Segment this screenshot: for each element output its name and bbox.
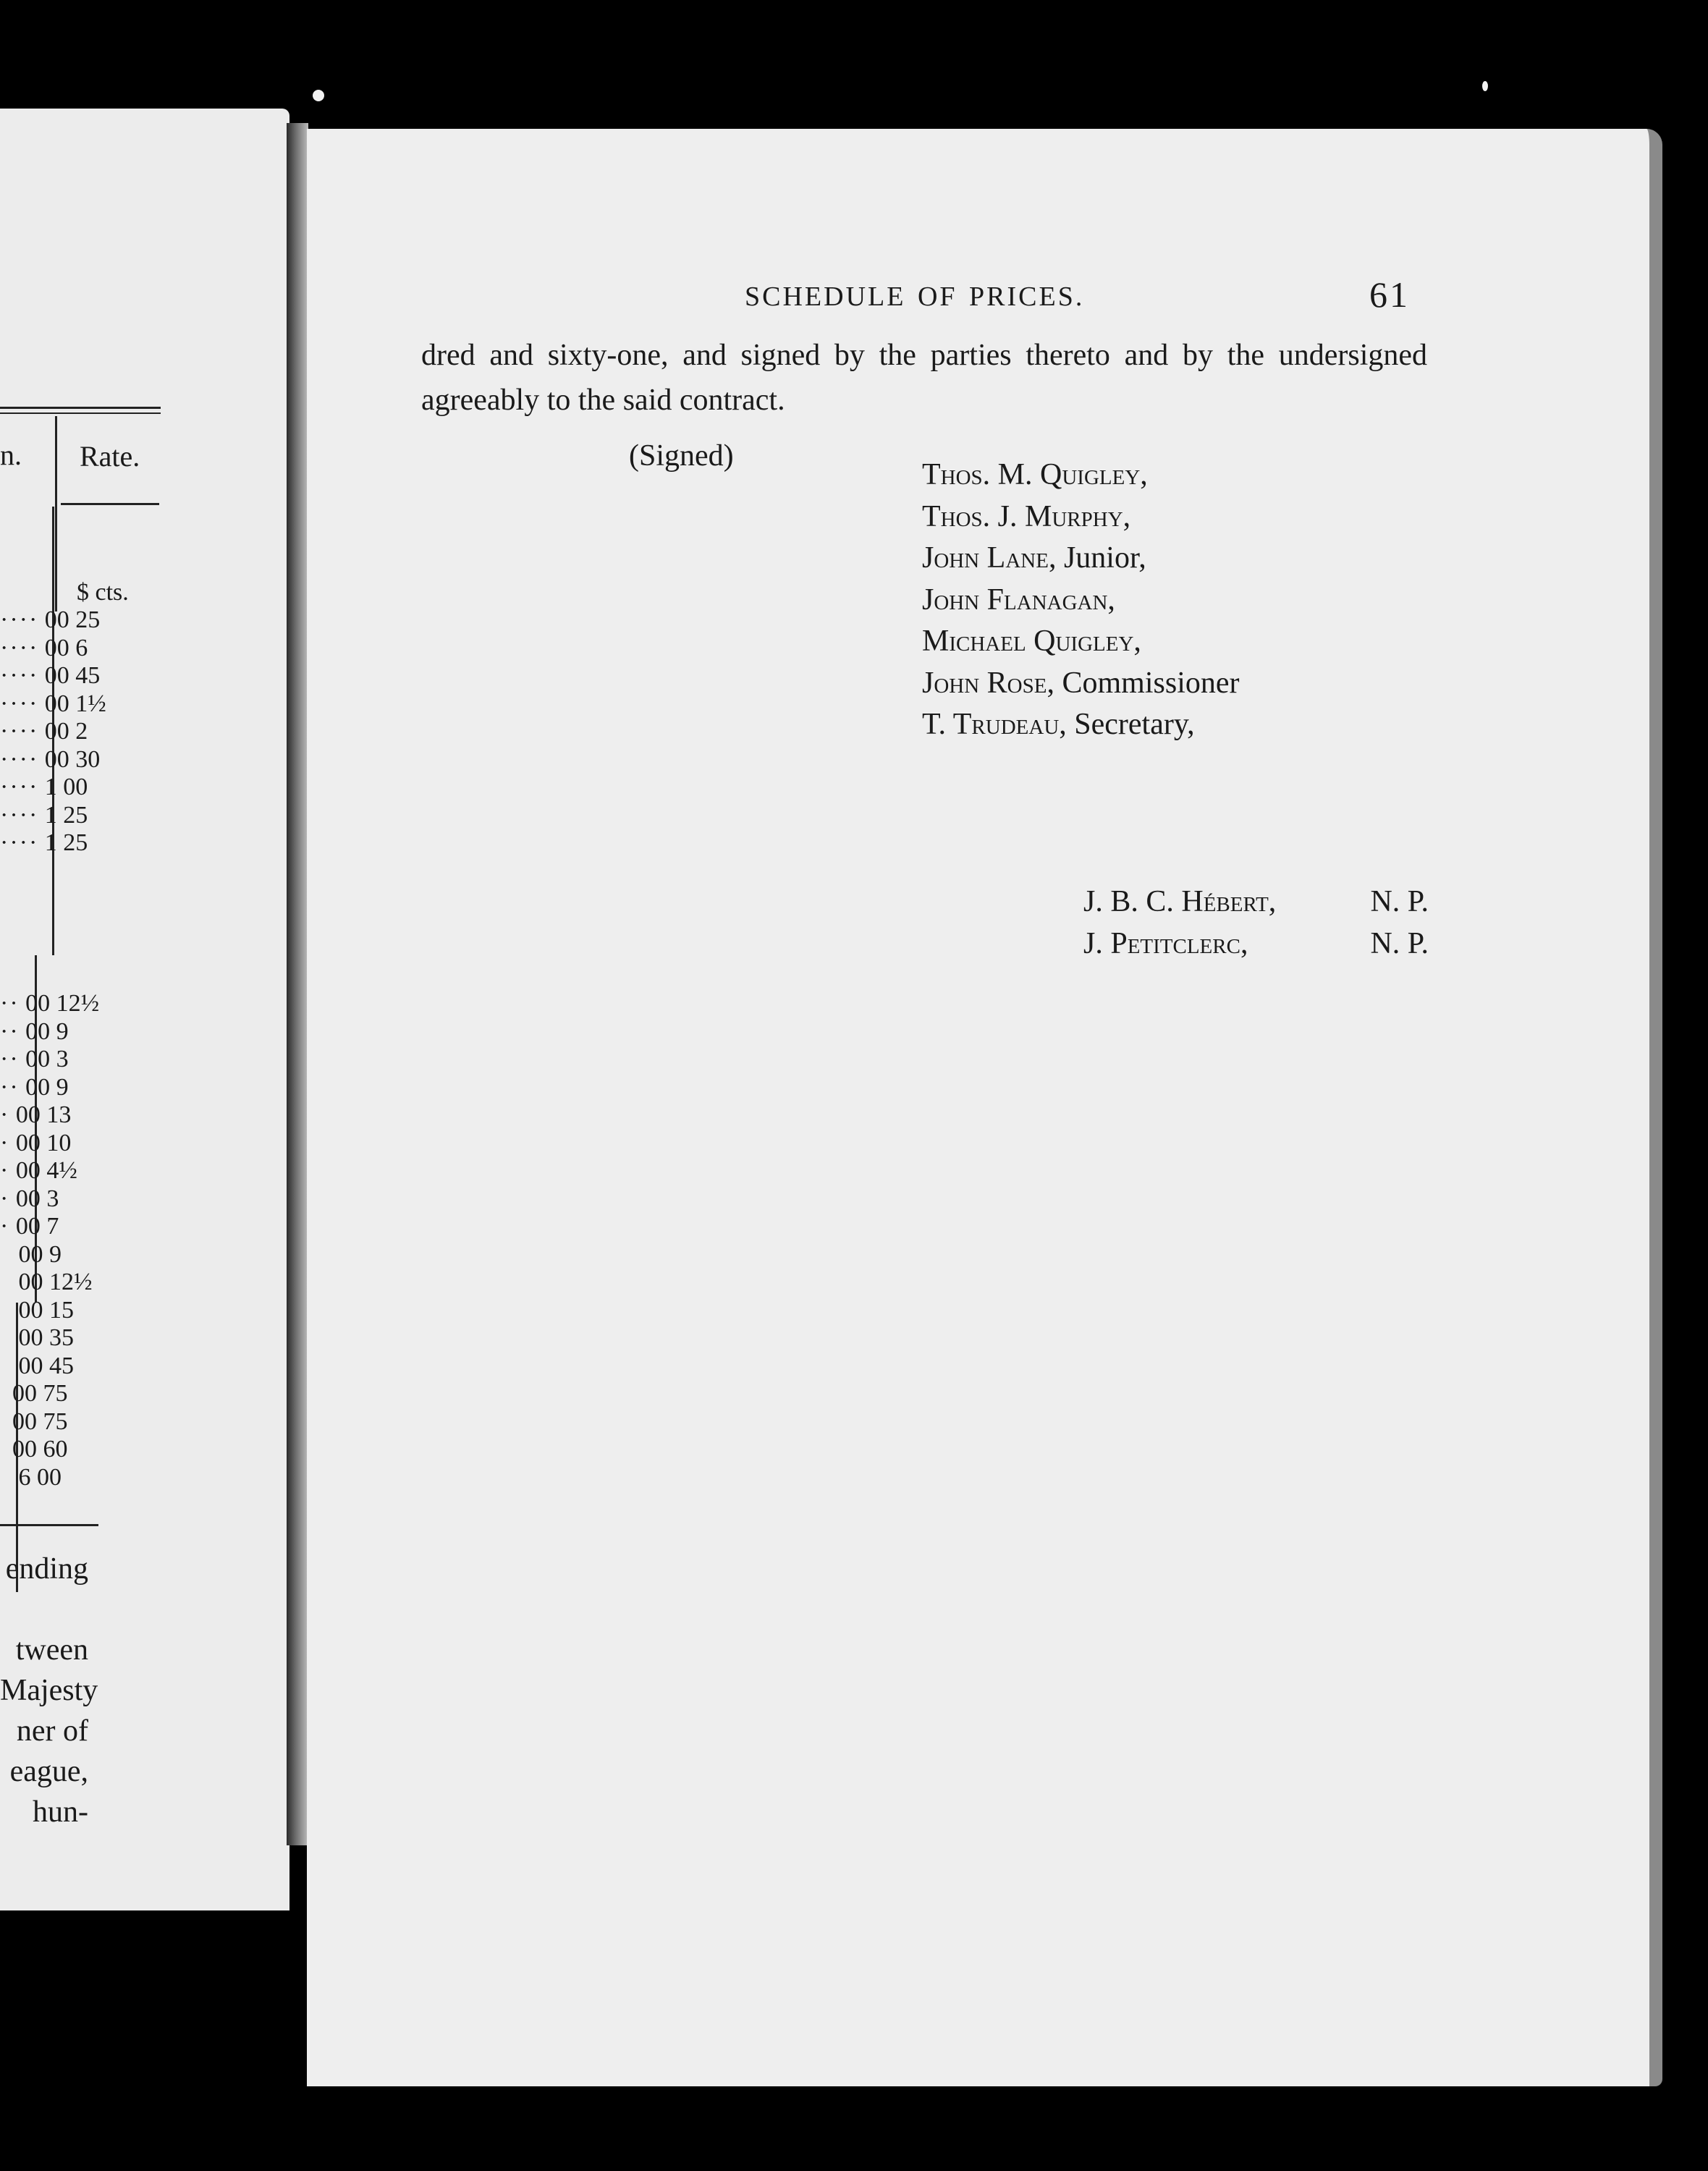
signatory (922, 621, 1240, 663)
notary-suffix: N. P. (1370, 885, 1429, 918)
text-fragment: ending (5, 1552, 88, 1586)
left-page-text-fragments (0, 1549, 98, 1832)
signatory-suffix: , (1140, 458, 1148, 491)
signatory-suffix: , Junior, (1048, 541, 1146, 575)
signatory-suffix: , Commissioner (1047, 666, 1240, 700)
signatory-name: John Lane (922, 541, 1049, 575)
rate-entry: ···· 00 25 (0, 606, 101, 633)
rate-entry: ···· 00 2 (0, 718, 88, 745)
notary-name: J. B. C. Hébert, (1083, 885, 1277, 918)
column-divider (55, 416, 57, 611)
signatory (922, 454, 1240, 496)
signatory (922, 580, 1240, 622)
rate-entry: 00 75 (12, 1380, 68, 1407)
notary (1083, 881, 1429, 923)
rate-entry: 00 75 (12, 1408, 68, 1435)
rate-entry: · 00 3 (0, 1185, 59, 1212)
signatory (922, 496, 1240, 538)
notaries-list (1083, 881, 1429, 965)
notary-suffix: N. P. (1370, 926, 1429, 960)
signatory-suffix: , (1107, 583, 1115, 617)
signatory (922, 538, 1240, 580)
signatories-list (922, 454, 1240, 746)
rate-entry: · 00 13 (0, 1101, 72, 1128)
page-number: 61 (1369, 274, 1410, 315)
rate-entry: 00 12½ (18, 1269, 93, 1295)
signatory-suffix: , (1123, 499, 1131, 533)
rate-entry: · 00 7 (0, 1213, 59, 1240)
body-text: dred and sixty-one, and signed by the parties thereto and by the undersigned agreeably to the said contract. (421, 339, 1427, 417)
header-rule (0, 407, 161, 409)
header-rule (0, 412, 161, 414)
scan-speck (1482, 81, 1488, 91)
signatory-name: John Rose (922, 666, 1047, 700)
rate-entry: 00 45 (18, 1352, 74, 1379)
column-header-fragment: n. (0, 439, 22, 471)
signatory-name: Thos. J. Murphy (922, 499, 1123, 533)
right-page (307, 129, 1662, 2086)
signatory-name: Michael Quigley (922, 625, 1134, 658)
notary-name: J. Petitclerc, (1083, 926, 1248, 960)
signatory-suffix: , Secretary, (1059, 708, 1195, 741)
text-fragment: tween (15, 1633, 88, 1667)
rate-entry: 00 60 (12, 1436, 68, 1463)
rate-entry: · 00 10 (0, 1129, 72, 1156)
running-title: SCHEDULE OF PRICES. (745, 282, 1085, 312)
rate-entry: ···· 00 6 (0, 634, 88, 661)
rate-entry: 00 9 (18, 1240, 62, 1268)
signatory-name: John Flanagan (922, 583, 1108, 617)
rate-entry: ···· 00 45 (0, 662, 101, 689)
rate-entry: ·· 00 9 (0, 1073, 69, 1101)
rate-entry: 00 35 (18, 1324, 74, 1351)
rate-column-header: Rate. (80, 440, 140, 473)
scan-speck (313, 90, 324, 101)
signatory (922, 704, 1240, 746)
text-fragment (0, 1589, 88, 1630)
book-gutter (287, 123, 308, 1845)
text-fragment: eague, (9, 1755, 88, 1788)
rate-entry: ·· 00 3 (0, 1046, 69, 1072)
rate-entry: ···· 00 30 (0, 745, 101, 773)
rate-entry: ···· 1 00 (0, 774, 88, 800)
rate-entry: 6 00 (18, 1463, 62, 1491)
signatory (922, 663, 1240, 705)
rate-entry: ·· 00 9 (0, 1017, 69, 1045)
text-fragment: ner of (16, 1714, 88, 1748)
signed-label: (Signed) (629, 439, 734, 473)
rate-entry: ···· 00 1½ (0, 690, 106, 717)
header-underline (61, 503, 159, 505)
rates-list-group-2 (0, 990, 99, 1491)
text-fragment: hun- (33, 1795, 88, 1829)
left-page (0, 109, 289, 1910)
signatory-name: T. Trudeau (922, 708, 1060, 741)
rate-entry: ·· 00 12½ (0, 990, 100, 1017)
signatory-suffix: , (1133, 625, 1141, 658)
rate-entry: ···· 1 25 (0, 801, 88, 829)
notary (1083, 923, 1429, 965)
rate-entry: ···· 1 25 (0, 829, 88, 856)
rate-entry: 00 15 (18, 1296, 74, 1324)
table-bottom-rule (0, 1524, 98, 1526)
rates-list-group-1 (0, 606, 106, 858)
currency-header: $ cts. (77, 579, 129, 606)
text-fragment: Majesty (0, 1674, 98, 1707)
signatory-name: Thos. M. Quigley (922, 458, 1141, 491)
rate-entry: · 00 4½ (0, 1157, 77, 1184)
